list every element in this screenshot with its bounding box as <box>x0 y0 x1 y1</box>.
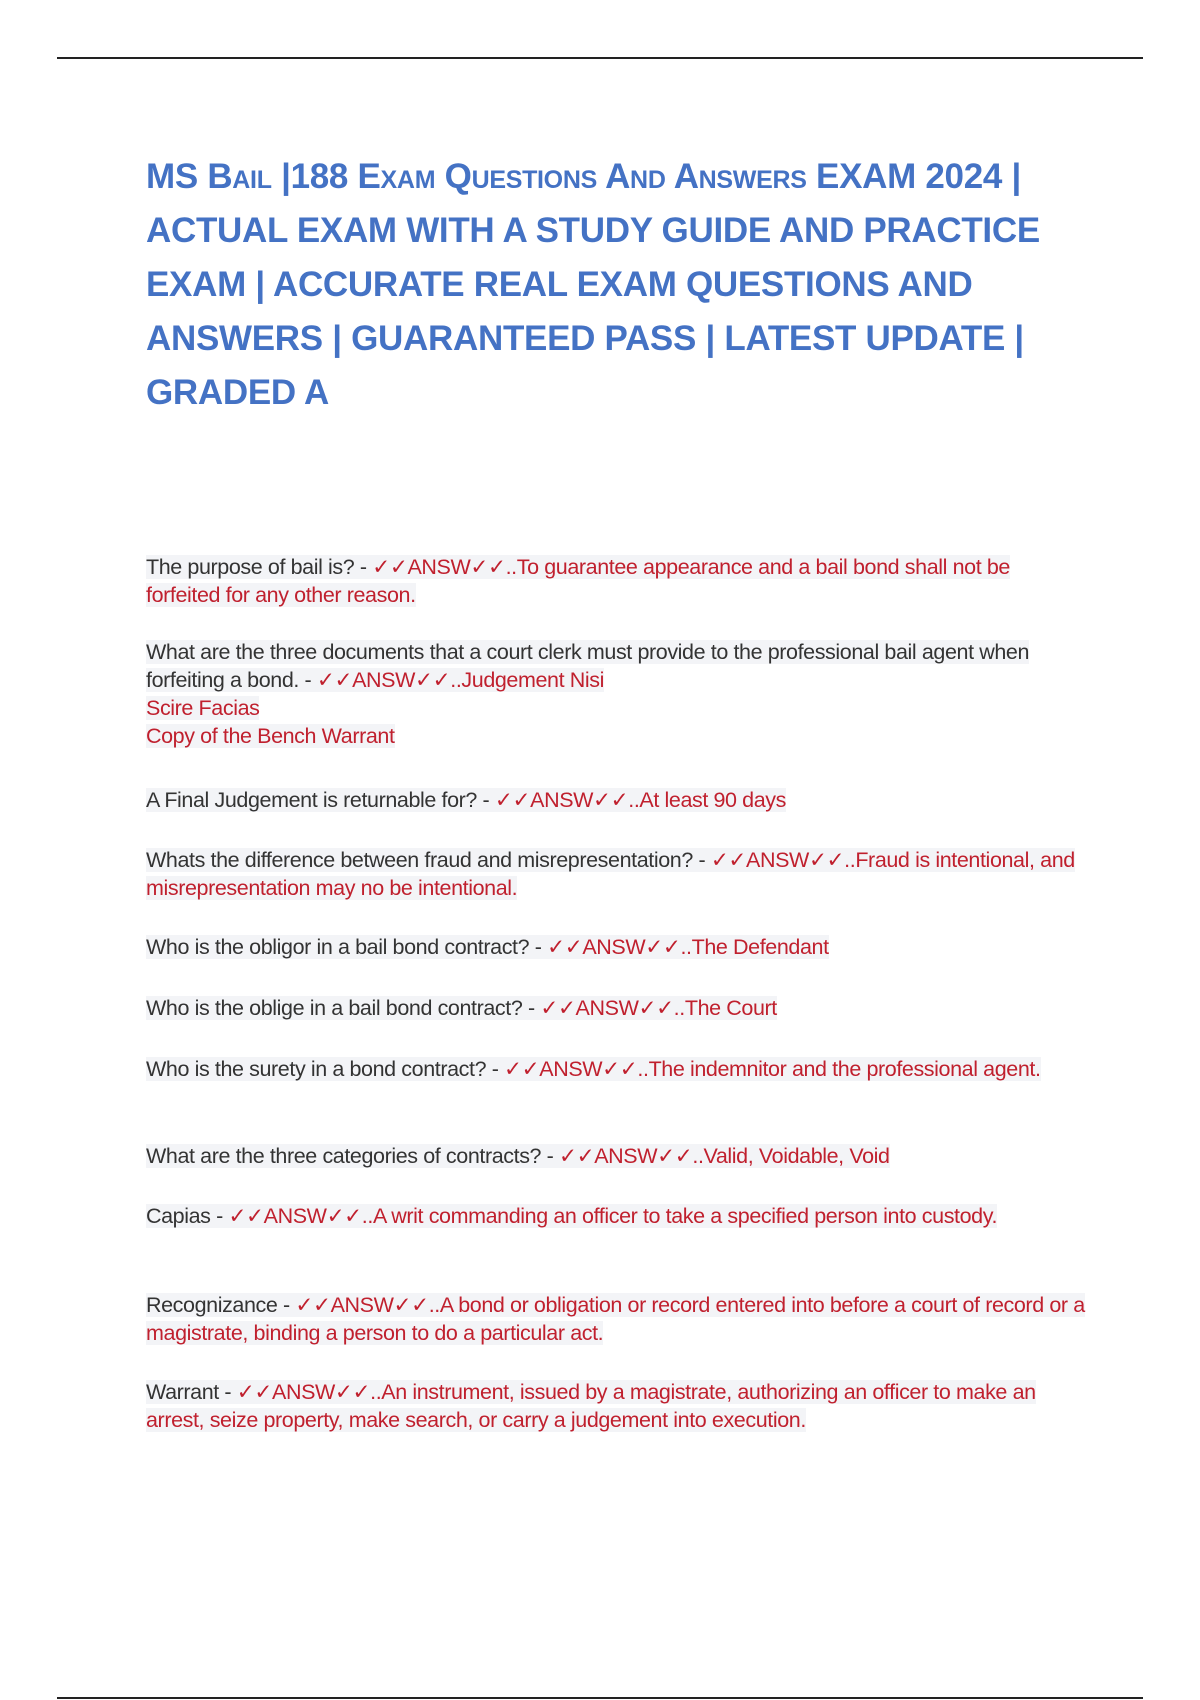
qa-item-6 <box>146 994 1086 1022</box>
title-part-4: EXAM 2024 | ACTUAL EXAM WITH A STUDY GUIDE AND PRACTICE EXAM | ACCURATE REAL EXAM QUESTIONS AND ANSWERS | GUARANTEED PASS | LATEST UPDATE | GRADED A <box>146 157 1040 412</box>
qa-item-5 <box>146 933 1086 961</box>
qa-item-2 <box>146 638 1086 750</box>
question-text: Whats the difference between fraud and misrepresentation? - <box>146 848 711 872</box>
question-text: The purpose of bail is? - <box>146 555 373 579</box>
qa-item-10 <box>146 1291 1086 1347</box>
document-title <box>146 150 1106 420</box>
answer-extra-line-2: Copy of the Bench Warrant <box>146 724 395 748</box>
answer-text: Fraud is intentional, and misrepresentation may no be intentional. <box>146 848 1075 900</box>
question-text: What are the three documents that a court clerk must provide to the professional bail agent when forfeiting a bond. - <box>146 640 1030 692</box>
answer-text: The Court <box>684 996 777 1020</box>
question-text: Who is the oblige in a bail bond contract? - <box>146 996 541 1020</box>
answer-text: Valid, Voidable, Void <box>703 1144 890 1168</box>
qa-item-3 <box>146 786 1086 814</box>
answer-marker: ✓✓ANSW✓✓.. <box>236 1380 382 1404</box>
answer-marker: ✓✓ANSW✓✓.. <box>540 996 685 1020</box>
answer-marker: ✓✓ANSW✓✓.. <box>559 1144 704 1168</box>
qa-item-11 <box>146 1378 1086 1434</box>
question-text: Who is the surety in a bond contract? - <box>146 1057 505 1081</box>
answer-extra-line-1: Scire Facias <box>146 696 260 720</box>
title-part-2: |188 <box>271 157 358 196</box>
answer-marker: ✓✓ANSW✓✓.. <box>295 1293 440 1317</box>
answer-text: The indemnitor and the professional agent. <box>648 1057 1041 1081</box>
answer-text: An instrument, issued by a magistrate, authorizing an officer to make an arrest, seize property, make search, or carry a judgement into execution. <box>146 1380 1036 1432</box>
answer-text: A bond or obligation or record entered into before a court of record or a magistrate, binding a person to do a particular act. <box>146 1293 1085 1345</box>
question-text: Capias - <box>146 1204 229 1228</box>
top-horizontal-rule <box>57 57 1143 59</box>
question-text: A Final Judgement is returnable for? - <box>146 788 495 812</box>
answer-text: The Defendant <box>691 935 829 959</box>
question-text: Recognizance - <box>146 1293 296 1317</box>
answer-text: At least 90 days <box>639 788 786 812</box>
answer-marker: ✓✓ANSW✓✓.. <box>228 1204 373 1228</box>
answer-text: A writ commanding an officer to take a specified person into custody. <box>372 1204 998 1228</box>
bottom-horizontal-rule <box>57 1697 1143 1699</box>
title-part-3: Exam Questions And Answers <box>357 157 807 196</box>
qa-item-1 <box>146 553 1086 609</box>
answer-marker: ✓✓ANSW✓✓.. <box>710 848 856 872</box>
question-text: What are the three categories of contracts? - <box>146 1144 560 1168</box>
answer-text: To guarantee appearance and a bail bond shall not be forfeited for any other reason. <box>146 555 1010 607</box>
answer-marker: ✓✓ANSW✓✓.. <box>494 788 640 812</box>
question-text: Who is the obligor in a bail bond contract? - <box>146 935 548 959</box>
answer-text: Judgement Nisi <box>461 668 604 692</box>
question-text: Warrant - <box>146 1380 237 1404</box>
answer-marker: ✓✓ANSW✓✓.. <box>504 1057 649 1081</box>
answer-marker: ✓✓ANSW✓✓.. <box>372 555 517 579</box>
qa-item-8 <box>146 1142 1086 1170</box>
qa-item-4 <box>146 846 1086 902</box>
qa-item-7 <box>146 1055 1086 1083</box>
title-part-1: MS Bail <box>146 157 272 196</box>
qa-item-9 <box>146 1202 1086 1230</box>
answer-marker: ✓✓ANSW✓✓.. <box>316 668 462 692</box>
answer-marker: ✓✓ANSW✓✓.. <box>547 935 692 959</box>
